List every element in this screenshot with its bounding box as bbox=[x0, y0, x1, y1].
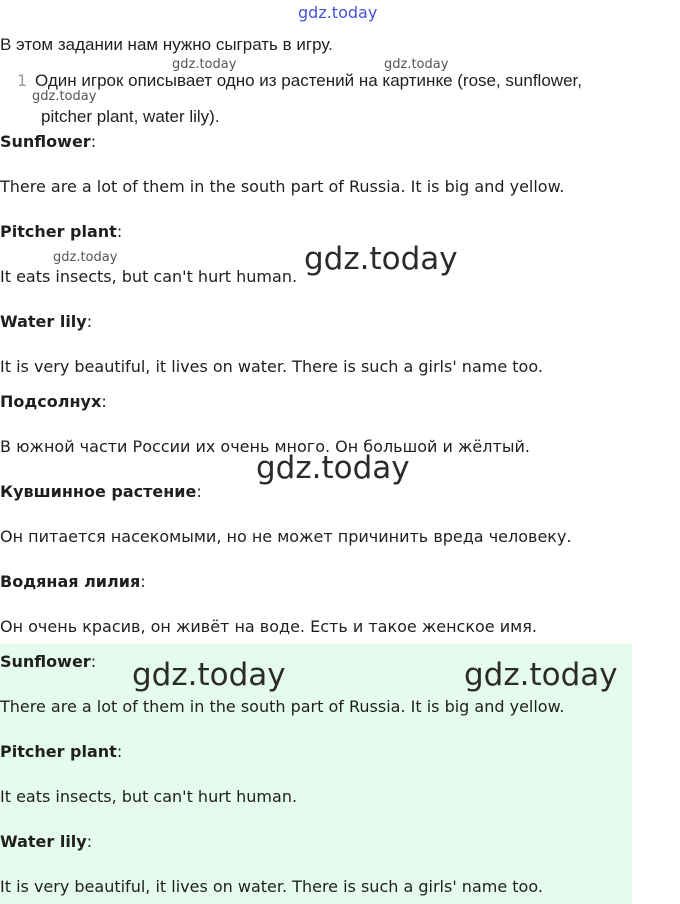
watermark-large: gdz.today bbox=[256, 450, 410, 486]
term-description: Он питается насекомыми, но не может причинить вреда человеку. bbox=[0, 527, 572, 546]
term-colon: : bbox=[90, 132, 97, 151]
term-label: Water lily bbox=[0, 312, 87, 331]
watermark-large: gdz.today bbox=[132, 657, 286, 693]
term-label: Pitcher plant bbox=[0, 222, 117, 241]
term-description: В южной части России их очень много. Он большой и жёлтый. bbox=[0, 437, 530, 456]
term-heading bbox=[0, 482, 202, 502]
term-label: Подсолнух bbox=[0, 392, 102, 411]
term-heading bbox=[0, 132, 96, 152]
term-heading bbox=[0, 312, 92, 332]
term-heading bbox=[0, 222, 122, 242]
term-colon: : bbox=[140, 572, 146, 591]
term-label: Pitcher plant bbox=[0, 742, 117, 761]
term-label: Water lily bbox=[0, 832, 87, 851]
term-colon: : bbox=[116, 222, 123, 241]
term-heading bbox=[0, 742, 122, 762]
list-item-line: pitcher plant, water lily). bbox=[41, 107, 220, 126]
watermark-small: gdz.today bbox=[172, 57, 237, 72]
term-heading bbox=[0, 392, 107, 412]
watermark-small: gdz.today bbox=[384, 57, 449, 72]
term-description: It is very beautiful, it lives on water. There is such a girls' name too. bbox=[0, 357, 543, 376]
term-description: It is very beautiful, it lives on water. There is such a girls' name too. bbox=[0, 877, 543, 896]
term-description: Он очень красив, он живёт на воде. Есть и такое женское имя. bbox=[0, 617, 537, 636]
watermark-small: gdz.today bbox=[32, 89, 97, 104]
term-description: It eats insects, but can't hurt human. bbox=[0, 787, 298, 806]
term-heading bbox=[0, 652, 96, 672]
term-colon: : bbox=[116, 742, 123, 761]
list-item-line: Один игрок описывает одно из растений на картинке (rose, sunflower, bbox=[35, 71, 582, 90]
term-colon: : bbox=[86, 832, 93, 851]
term-colon: : bbox=[101, 392, 107, 411]
watermark-large: gdz.today bbox=[464, 657, 618, 693]
intro-text: В этом задании нам нужно сыграть в игру. bbox=[0, 35, 333, 54]
term-label: Sunflower bbox=[0, 132, 91, 151]
term-label: Водяная лилия bbox=[0, 572, 141, 591]
watermark-large: gdz.today bbox=[304, 241, 458, 277]
term-label: Sunflower bbox=[0, 652, 91, 671]
term-label: Кувшинное растение bbox=[0, 482, 197, 501]
term-heading bbox=[0, 572, 146, 592]
term-colon: : bbox=[196, 482, 202, 501]
term-colon: : bbox=[86, 312, 93, 331]
term-description: There are a lot of them in the south part of Russia. It is big and yellow. bbox=[0, 177, 565, 196]
term-description: It eats insects, but can't hurt human. bbox=[0, 267, 298, 286]
term-colon: : bbox=[90, 652, 97, 671]
watermark-small: gdz.today bbox=[53, 250, 118, 265]
list-number: 1 bbox=[17, 71, 28, 90]
term-description: There are a lot of them in the south part of Russia. It is big and yellow. bbox=[0, 697, 565, 716]
watermark-top: gdz.today bbox=[298, 3, 378, 22]
term-heading bbox=[0, 832, 92, 852]
